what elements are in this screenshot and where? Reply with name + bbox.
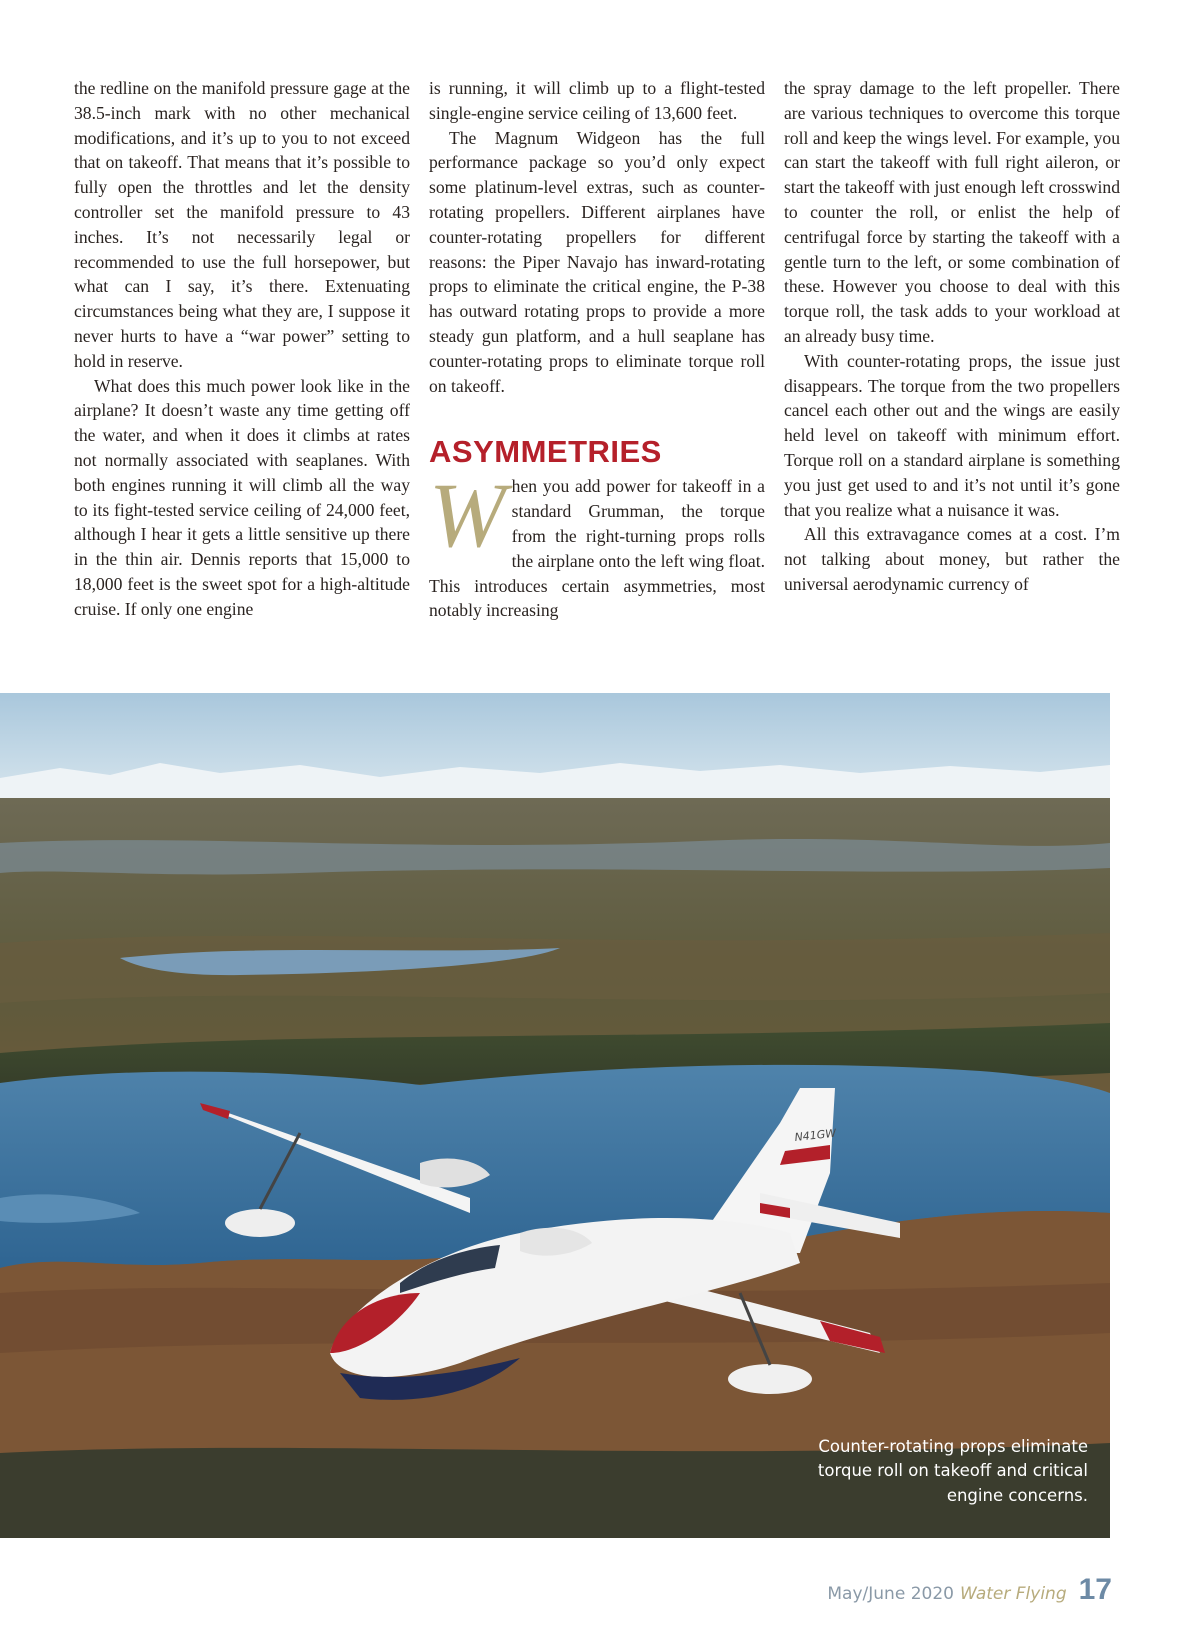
seaplane-photo	[0, 693, 1110, 1538]
paragraph: With counter-rotating props, the issue just disappears. The torque from the two propellers cancel each other out and the wings are easily held level on takeoff with minimum effort. Torque roll on a standard airplane is something you just get used to and it’s not until it’s gone that you realize what a nuisance it was.	[784, 350, 1120, 520]
article-column-2	[429, 76, 765, 623]
page-footer	[827, 1573, 1112, 1607]
drop-cap: W	[429, 464, 506, 567]
page-number: 17	[1078, 1573, 1112, 1606]
section-heading: ASYMMETRIES	[429, 434, 662, 470]
article-column-1	[74, 76, 410, 622]
article-column-3	[784, 76, 1120, 597]
issue-date: May/June 2020	[827, 1584, 954, 1604]
paragraph: What does this much power look like in the airplane? It doesn’t waste any time getting off the water, and when it does it climbs at rates not normally associated with seaplanes. With both engines running it will climb all the way to its fight-tested service ceiling of 24,000 feet, although I hear it gets a little sensitive up there in the thin air. Dennis reports that 15,000 to 18,000 feet is the sweet spot for a high-altitude cruise. If only one engine	[74, 375, 410, 619]
paragraph-with-dropcap	[429, 464, 765, 623]
magazine-name: Water Flying	[959, 1584, 1067, 1604]
paragraph: the redline on the manifold pressure gage at the 38.5-inch mark with no other mechanical modifications, and it’s up to you to not exceed that on takeoff. That means that it’s possible to fully open the throttles and let the density controller set the manifold pressure to 43 inches. It’s not necessarily legal or recommended to use the full horsepower, but what can I say, it’s there. Extenuating circumstances being what they are, I suppose it never hurts to have a “war power” setting to hold in reserve.	[74, 78, 410, 371]
tail-number: N41GW	[793, 1126, 837, 1144]
paragraph: The Magnum Widgeon has the full performance package so you’d only expect some platinum-level extras, such as counter-rotating propellers. Different airplanes have counter-rotating propellers for different reasons: the Piper Navajo has inward-rotating props to eliminate the critical engine, the P-38 has outward rotating props to provide a more steady gun platform, and a hull seaplane has counter-rotating props to eliminate torque roll on takeoff.	[429, 127, 765, 396]
paragraph-text: hen you add power for takeoff in a standard Grumman, the torque from the right-turning props rolls the airplane onto the left wing float. This introduces certain asymmetries, most notably increasing	[429, 476, 765, 621]
paragraph: All this extravagance comes at a cost. I’m not talking about money, but rather the universal aerodynamic currency of	[784, 524, 1120, 594]
paragraph: is running, it will climb up to a flight-tested single-engine service ceiling of 13,600 feet.	[429, 78, 765, 123]
paragraph: the spray damage to the left propeller. There are various techniques to overcome this torque roll and keep the wings level. For example, you can start the takeoff with full right aileron, or start the takeoff with just enough left crosswind to counter the roll, or enlist the help of centrifugal force by starting the takeoff with a gentle turn to the left, or some combination of these. However you choose to deal with this torque roll, the task adds to your workload at an already busy time.	[784, 78, 1120, 346]
photo-caption: Counter-rotating props eliminate torque roll on takeoff and critical engine concerns.	[817, 1436, 1088, 1505]
